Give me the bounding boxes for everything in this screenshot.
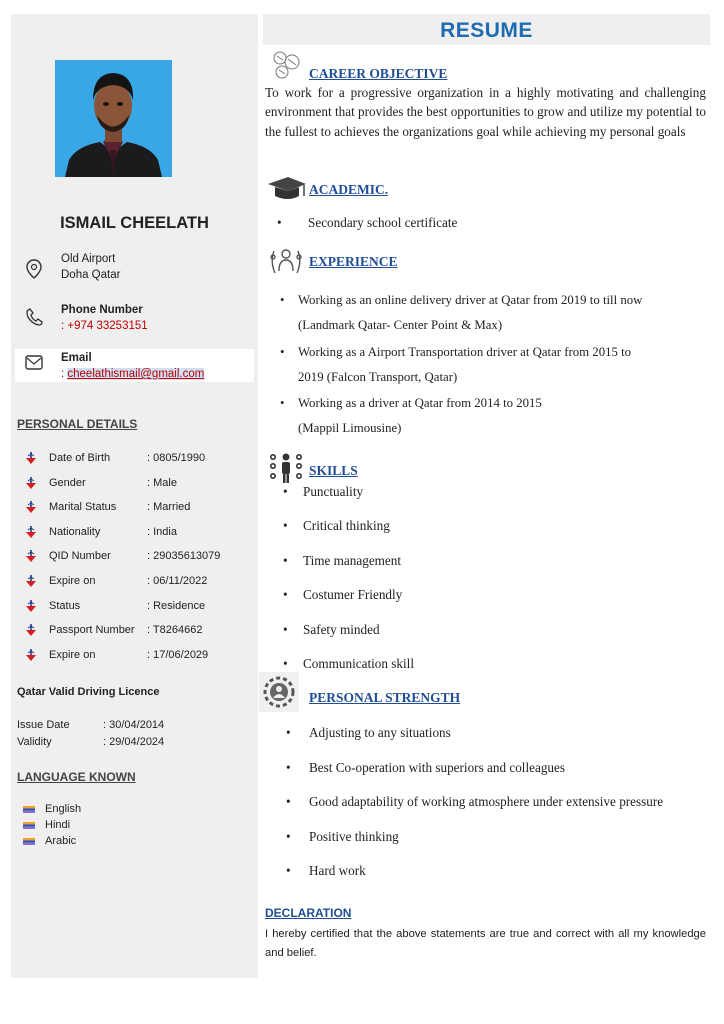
profile-photo (55, 60, 172, 177)
career-objective-icon (268, 48, 304, 82)
personal-detail-value: : 17/06/2029 (147, 649, 209, 661)
language-known-heading: LANGUAGE KNOWN (17, 770, 136, 784)
arrow-down-icon (25, 500, 37, 514)
experience-line-2: (Mappil Limousine) (298, 421, 402, 435)
experience-heading: EXPERIENCE (309, 254, 398, 269)
arrow-down-icon (25, 623, 37, 637)
arrow-down-icon (25, 599, 37, 613)
career-objective-heading: CAREER OBJECTIVE (309, 66, 448, 81)
personal-details-heading: PERSONAL DETAILS (17, 417, 138, 431)
resume-title: RESUME (263, 14, 710, 45)
personal-detail-value: : Married (147, 501, 191, 513)
bullet-dot: • (280, 345, 285, 359)
email-link[interactable]: cheelathismail@gmail.com (67, 368, 205, 380)
declaration-heading: DECLARATION (265, 906, 352, 920)
arrow-down-icon (25, 451, 37, 465)
language-flag-icon (23, 806, 35, 813)
arrow-down-icon (25, 574, 37, 588)
arrow-down-icon (25, 476, 37, 490)
skill-item-text: Safety minded (303, 622, 380, 637)
personal-detail-value: : Male (147, 477, 177, 489)
experience-line-1: Working as a Airport Transportation driver at Qatar from 2015 to (298, 345, 632, 359)
skill-item-text: Time management (303, 553, 402, 568)
bullet-dot: • (283, 656, 288, 671)
bullet-dot: • (286, 725, 291, 740)
bullet-dot: • (283, 518, 288, 533)
email-prefix: : (61, 368, 68, 380)
arrow-down-icon (25, 549, 37, 563)
experience-line-2: 2019 (Falcon Transport, Qatar) (298, 370, 458, 384)
issue-date-label: Issue Date (17, 719, 70, 731)
candidate-name: ISMAIL CHEELATH (60, 214, 209, 232)
driving-licence-heading: Qatar Valid Driving Licence (17, 686, 160, 698)
experience-line-1: Working as a driver at Qatar from 2014 to 2015 (298, 396, 542, 410)
phone-icon (24, 306, 44, 328)
phone-block (61, 302, 148, 334)
bullet-dot: • (277, 215, 282, 230)
bullet-dot: • (280, 293, 285, 307)
personal-detail-key: Expire on (49, 575, 96, 587)
skills-people-icon (268, 452, 304, 486)
bullet-dot: • (286, 863, 291, 878)
validity-value: : 29/04/2024 (103, 736, 165, 748)
bullet-dot: • (283, 622, 288, 637)
arrow-down-icon (25, 648, 37, 662)
personal-detail-key: Marital Status (49, 501, 117, 513)
validity-label: Validity (17, 736, 52, 748)
experience-line-2: (Landmark Qatar- Center Point & Max) (298, 318, 503, 332)
language-label: English (45, 803, 82, 815)
personal-detail-value: : 0805/1990 (147, 452, 206, 464)
personal-detail-value: : 06/11/2022 (147, 575, 208, 587)
academic-item-text: Secondary school certificate (308, 215, 458, 230)
bullet-dot: • (286, 829, 291, 844)
career-objective-text: To work for a progressive organization in a highly motivating and challenging environment that provides the best opportunities to grow and utilize my potential to the fullest to achieves the organizations goal while achieving my personal goals (265, 85, 706, 139)
arrow-down-icon (25, 525, 37, 539)
bullet-dot: • (280, 396, 285, 410)
personal-strength-gear-icon (259, 672, 299, 712)
personal-detail-key: Nationality (49, 526, 101, 538)
bullet-dot: • (283, 484, 288, 499)
language-label: Hindi (45, 819, 71, 831)
language-flag-icon (23, 838, 35, 845)
bullet-dot: • (286, 760, 291, 775)
bullet-dot: • (283, 587, 288, 602)
personal-detail-key: Passport Number (49, 624, 135, 636)
personal-detail-key: Gender (49, 477, 86, 489)
personal-detail-value: : 29035613079 (147, 550, 221, 562)
experience-line-1: Working as an online delivery driver at Qatar from 2019 to till now (298, 293, 643, 307)
academic-heading: ACADEMIC. (309, 182, 389, 197)
personal-detail-key: Date of Birth (49, 452, 111, 464)
strength-item-text: Best Co-operation with superiors and colleagues (309, 760, 565, 775)
strength-item-text: Positive thinking (309, 829, 399, 844)
skill-item-text: Communication skill (303, 656, 414, 671)
location-pin-icon (24, 258, 44, 280)
address-line-1: Old Airport (61, 253, 116, 265)
sidebar (11, 14, 258, 978)
strength-item-text: Good adaptability of working atmosphere under extensive pressure (309, 794, 664, 809)
personal-detail-value: : India (147, 526, 177, 538)
skills-heading: SKILLS (309, 463, 358, 478)
email-label: Email (61, 352, 92, 364)
personal-detail-value: : T8264662 (147, 624, 203, 636)
personal-detail-key: Expire on (49, 649, 96, 661)
graduation-cap-icon (266, 172, 308, 206)
phone-value: : +974 33253151 (61, 320, 148, 332)
strength-item-text: Hard work (309, 863, 366, 878)
personal-detail-key: Status (49, 600, 81, 612)
phone-label: Phone Number (61, 304, 143, 316)
bullet-dot: • (286, 794, 291, 809)
personal-detail-key: QID Number (49, 550, 111, 562)
skill-item-text: Punctuality (303, 484, 364, 499)
issue-date-value: : 30/04/2014 (103, 719, 165, 731)
email-envelope-icon (24, 352, 44, 374)
address-line-2: Doha Qatar (61, 269, 121, 281)
personal-strength-heading: PERSONAL STRENGTH (309, 690, 461, 705)
bullet-dot: • (283, 553, 288, 568)
declaration-text: I hereby certified that the above statements are true and correct with all my knowledge and belief. (265, 928, 706, 959)
strength-item-text: Adjusting to any situations (309, 725, 451, 740)
experience-icon (268, 245, 304, 279)
personal-detail-value: : Residence (147, 600, 206, 612)
skill-item-text: Costumer Friendly (303, 587, 403, 602)
email-block (61, 350, 204, 382)
language-label: Arabic (45, 835, 77, 847)
language-flag-icon (23, 822, 35, 829)
address-block (61, 251, 120, 283)
skill-item-text: Critical thinking (303, 518, 390, 533)
